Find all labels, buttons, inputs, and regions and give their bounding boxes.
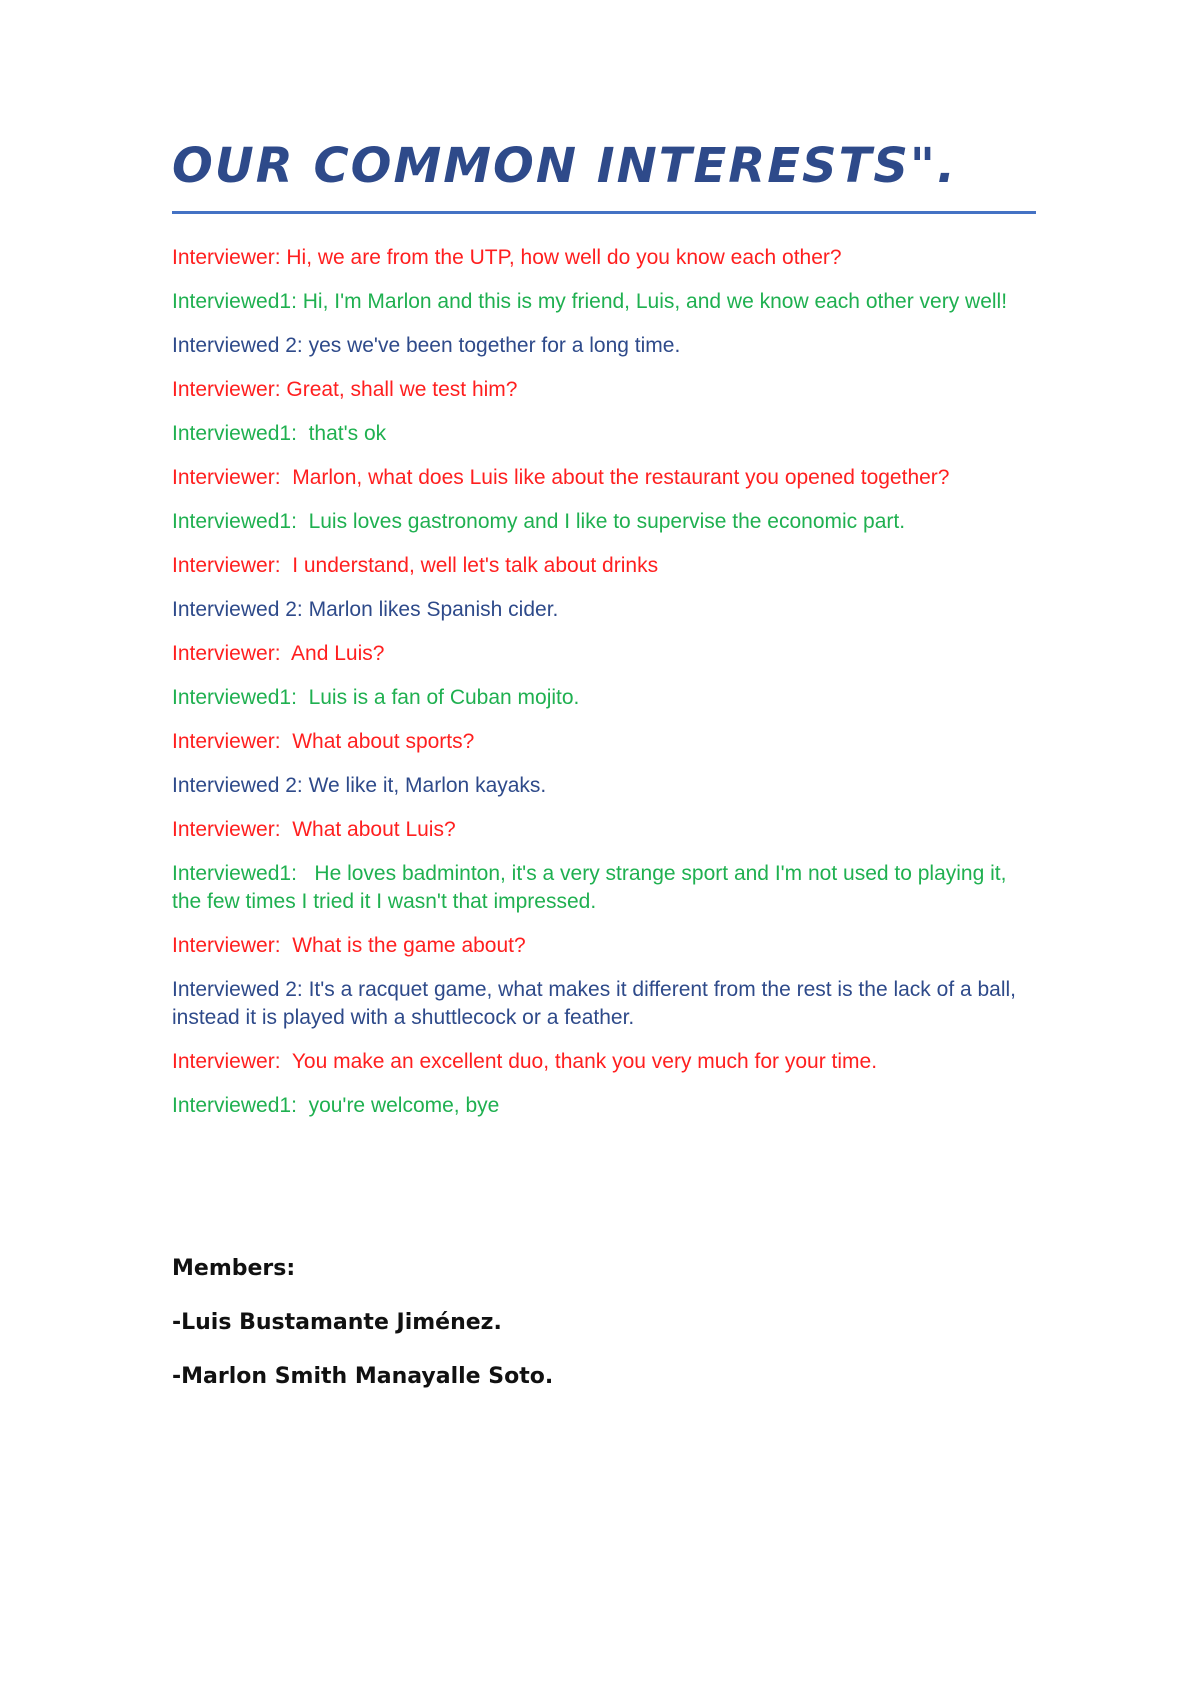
interviewed2-line: Interviewed 2: We like it, Marlon kayaks. — [172, 774, 547, 797]
interviewed2-line: Interviewed 2: It's a racquet game, what makes it different from the rest is the lack of a ball, instead it is played with a shuttlecock or a feather. — [172, 978, 1022, 1029]
document-title: OUR COMMON INTERESTS". — [172, 138, 958, 194]
interviewer-line: Interviewer: I understand, well let's talk about drinks — [172, 554, 659, 577]
interviewed1-line: Interviewed1: He loves badminton, it's a very strange sport and I'm not used to playing it, the few times I tried it I wasn't that impressed. — [172, 862, 1013, 913]
interviewed1-line: Interviewed1: Hi, I'm Marlon and this is my friend, Luis, and we know each other very well! — [172, 290, 1008, 313]
interviewer-line: Interviewer: What about Luis? — [172, 818, 456, 841]
member-item: -Marlon Smith Manayalle Soto. — [172, 1364, 554, 1389]
interviewed1-line: Interviewed1: Luis loves gastronomy and I like to supervise the economic part. — [172, 510, 906, 533]
interviewed1-line: Interviewed1: Luis is a fan of Cuban mojito. — [172, 686, 580, 709]
interviewer-line: Interviewer: What is the game about? — [172, 934, 526, 957]
interviewer-line: Interviewer: Hi, we are from the UTP, how well do you know each other? — [172, 246, 842, 269]
interviewer-line: Interviewer: And Luis? — [172, 642, 385, 665]
members-section — [172, 1254, 1036, 1392]
member-item: -Luis Bustamante Jiménez. — [172, 1310, 502, 1335]
interview-dialogue — [172, 244, 1036, 1136]
title-underline — [172, 211, 1036, 214]
interviewer-line: Interviewer: Great, shall we test him? — [172, 378, 518, 401]
interviewer-line: Interviewer: Marlon, what does Luis like about the restaurant you opened together? — [172, 466, 950, 489]
interviewed1-line: Interviewed1: that's ok — [172, 422, 387, 445]
interviewed1-line: Interviewed1: you're welcome, bye — [172, 1094, 500, 1117]
interviewed2-line: Interviewed 2: yes we've been together for a long time. — [172, 334, 681, 357]
members-heading: Members: — [172, 1256, 296, 1281]
interviewer-line: Interviewer: What about sports? — [172, 730, 475, 753]
interviewed2-line: Interviewed 2: Marlon likes Spanish cider. — [172, 598, 559, 621]
interviewer-line: Interviewer: You make an excellent duo, thank you very much for your time. — [172, 1050, 878, 1073]
